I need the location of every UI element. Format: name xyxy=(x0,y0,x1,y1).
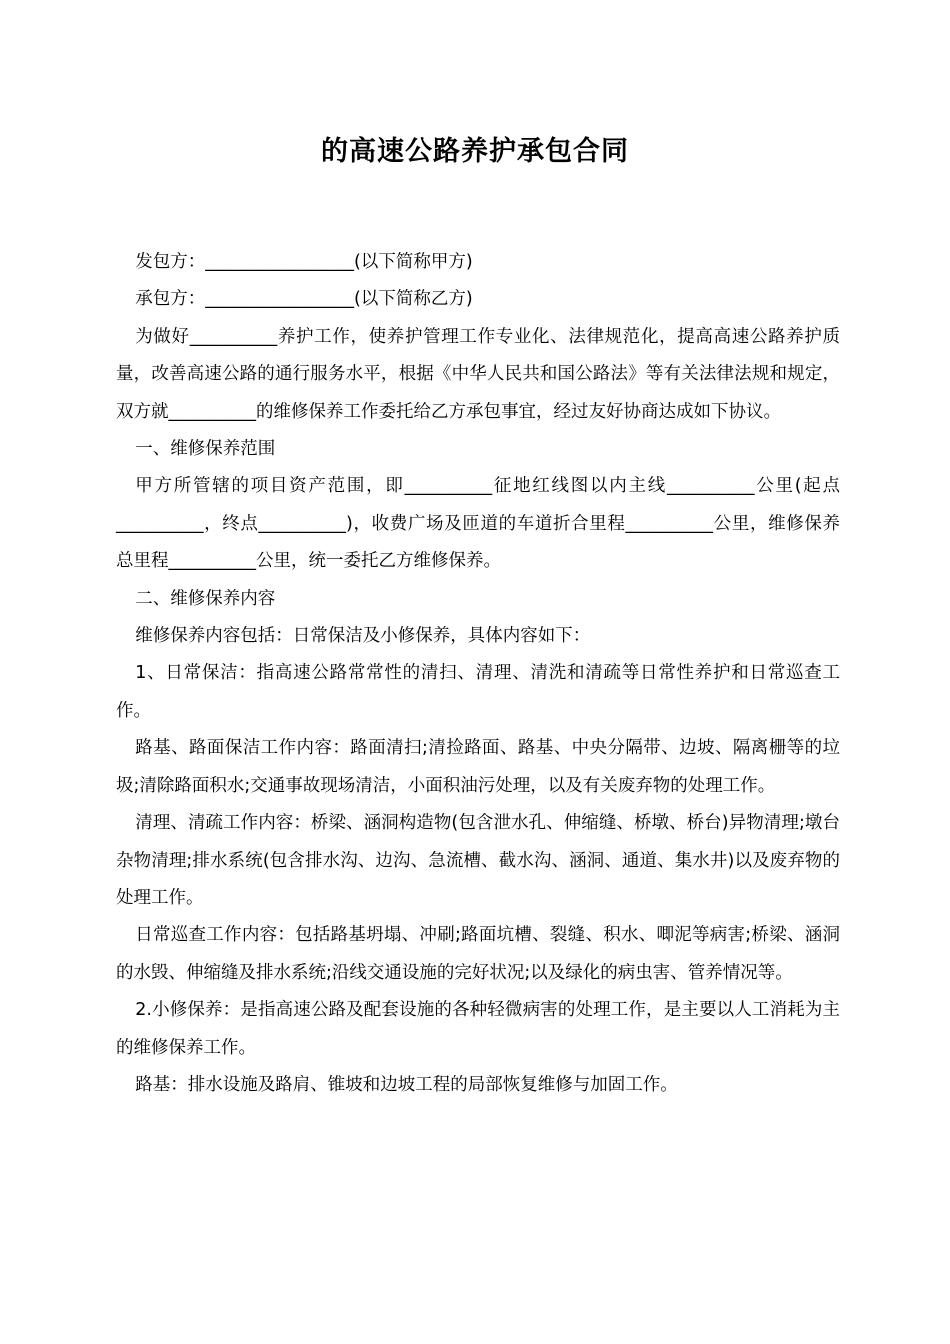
preamble-paragraph: 为做好__________养护工作，使养护管理工作专业化、法律规范化，提高高速公路养护质量，改善高速公路的通行服务水平，根据《中华人民共和国公路法》等有关法律法规和规定，双方就__________的维修保养工作委托给乙方承包事宜，经过友好协商达成如下协议。 xyxy=(116,326,840,422)
content-intro-paragraph: 维修保养内容包括：日常保洁及小修保养，具体内容如下： xyxy=(135,626,591,647)
party-b-line: 承包方：_________________(以下简称乙方) xyxy=(135,289,473,310)
document-body xyxy=(116,244,840,1104)
daily-cleaning-paragraph: 1、日常保洁：指高速公路常常性的清扫、清理、清洗和清疏等日常性养护和日常巡查工作。 xyxy=(116,663,840,721)
section-heading-content: 二、维修保养内容 xyxy=(135,588,276,609)
scope-paragraph: 甲方所管辖的项目资产范围，即__________征地红线图以内主线__________公里(起点__________，终点__________)，收费广场及匝道的车道折合里程__________公里，维修保养总里程__________公里，统一委托乙方维修保养。 xyxy=(116,476,840,572)
document-title: 的高速公路养护承包合同 xyxy=(321,136,629,167)
roadbed-repair-paragraph: 路基：排水设施及路肩、锥坡和边坡工程的局部恢复维修与加固工作。 xyxy=(135,1074,678,1095)
section-heading-scope: 一、维修保养范围 xyxy=(135,439,276,460)
clearing-paragraph: 清理、清疏工作内容：桥梁、涵洞构造物(包含泄水孔、伸缩缝、桥墩、桥台)异物清理;墩台杂物清理;排水系统(包含排水沟、边沟、急流槽、截水沟、涵洞、通道、集水井)以及废弃物的处理工作。 xyxy=(116,813,840,908)
minor-repair-paragraph: 2.小修保养：是指高速公路及配套设施的各种轻微病害的处理工作，是主要以人工消耗为主的维修保养工作。 xyxy=(116,1000,840,1058)
roadbed-cleaning-paragraph: 路基、路面保洁工作内容：路面清扫;清捡路面、路基、中央分隔带、边坡、隔离栅等的垃圾;清除路面积水;交通事故现场清洁，小面积油污处理，以及有关废弃物的处理工作。 xyxy=(116,738,840,796)
daily-inspection-paragraph: 日常巡查工作内容：包括路基坍塌、冲刷;路面坑槽、裂缝、积水、唧泥等病害;桥梁、涵洞的水毁、伸缩缝及排水系统;沿线交通设施的完好状况;以及绿化的病虫害、管养情况等。 xyxy=(116,925,840,983)
party-a-line: 发包方：_________________(以下简称甲方) xyxy=(135,252,473,272)
